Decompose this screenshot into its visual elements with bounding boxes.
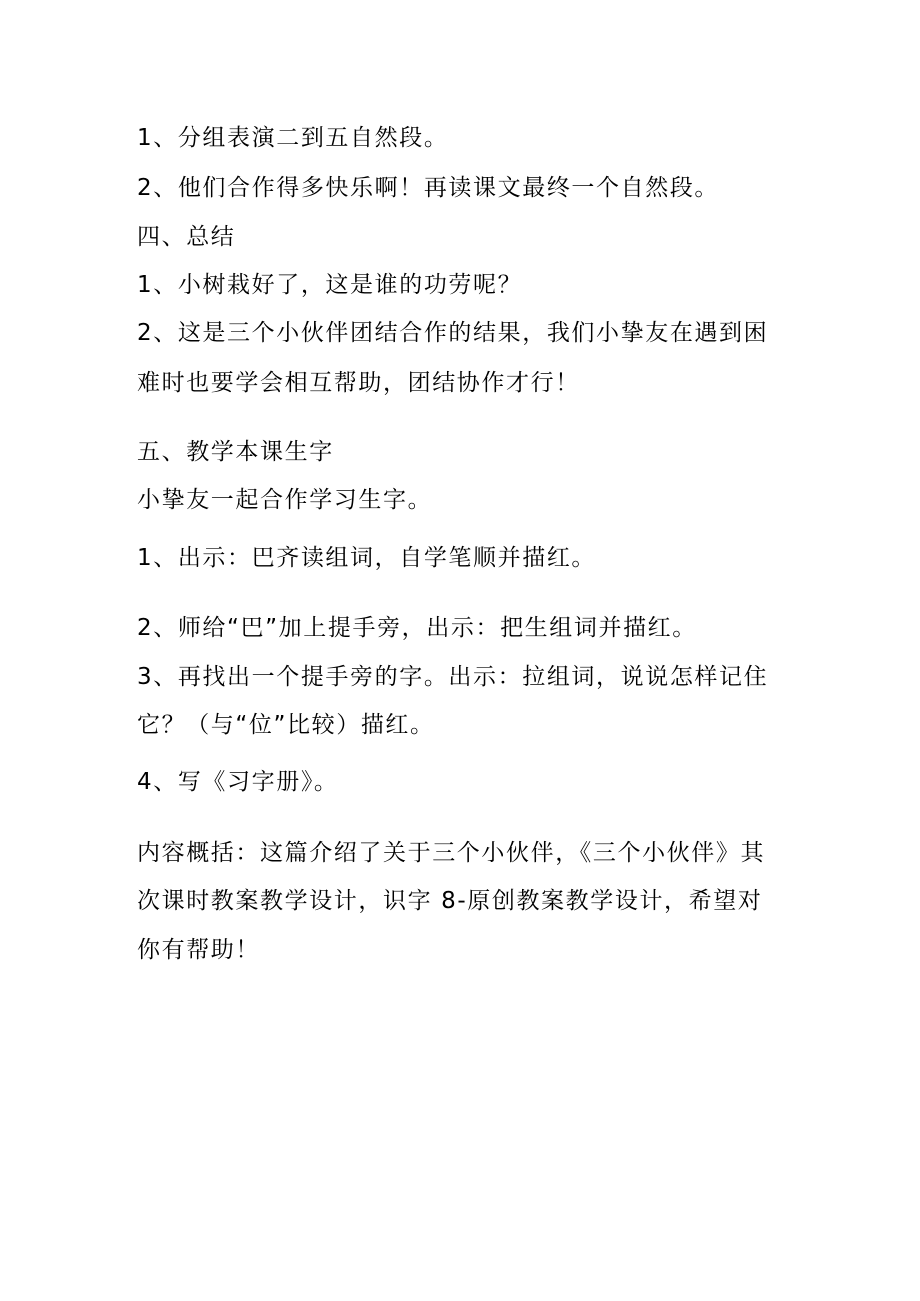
section-heading-summary: 四、总结 bbox=[137, 224, 236, 250]
summary-item-2-line-2: 难时也要学会相互帮助，团结协作才行！ bbox=[137, 370, 580, 396]
content-summary-line-2: 次课时教案教学设计，识字 8-原创教案教学设计，希望对 bbox=[137, 888, 763, 914]
section-heading-characters: 五、教学本课生字 bbox=[137, 439, 334, 465]
characters-item-1: 1、出示：巴齐读组词，自学笔顺并描红。 bbox=[137, 545, 597, 571]
content-summary-line-1: 内容概括：这篇介绍了关于三个小伙伴，《三个小伙伴》其 bbox=[137, 840, 766, 866]
step-1-perform-paragraphs: 1、分组表演二到五自然段。 bbox=[137, 125, 449, 151]
content-summary-line-3: 你有帮助！ bbox=[137, 937, 260, 963]
characters-item-3-line-2: 它？（与“位”比较）描红。 bbox=[137, 712, 435, 738]
characters-item-2: 2、师给“巴”加上提手旁，出示：把生组词并描红。 bbox=[137, 615, 697, 641]
step-2-read-last-paragraph: 2、他们合作得多快乐啊！再读课文最终一个自然段。 bbox=[137, 175, 720, 201]
summary-item-2-line-1: 2、这是三个小伙伴团结合作的结果，我们小挚友在遇到困 bbox=[137, 320, 769, 346]
characters-intro: 小挚友一起合作学习生字。 bbox=[137, 487, 433, 513]
summary-item-1: 1、小树栽好了，这是谁的功劳呢？ bbox=[137, 272, 523, 298]
characters-item-4: 4、写《习字册》。 bbox=[137, 769, 339, 795]
characters-item-3-line-1: 3、再找出一个提手旁的字。出示：拉组词，说说怎样记住 bbox=[137, 664, 769, 690]
